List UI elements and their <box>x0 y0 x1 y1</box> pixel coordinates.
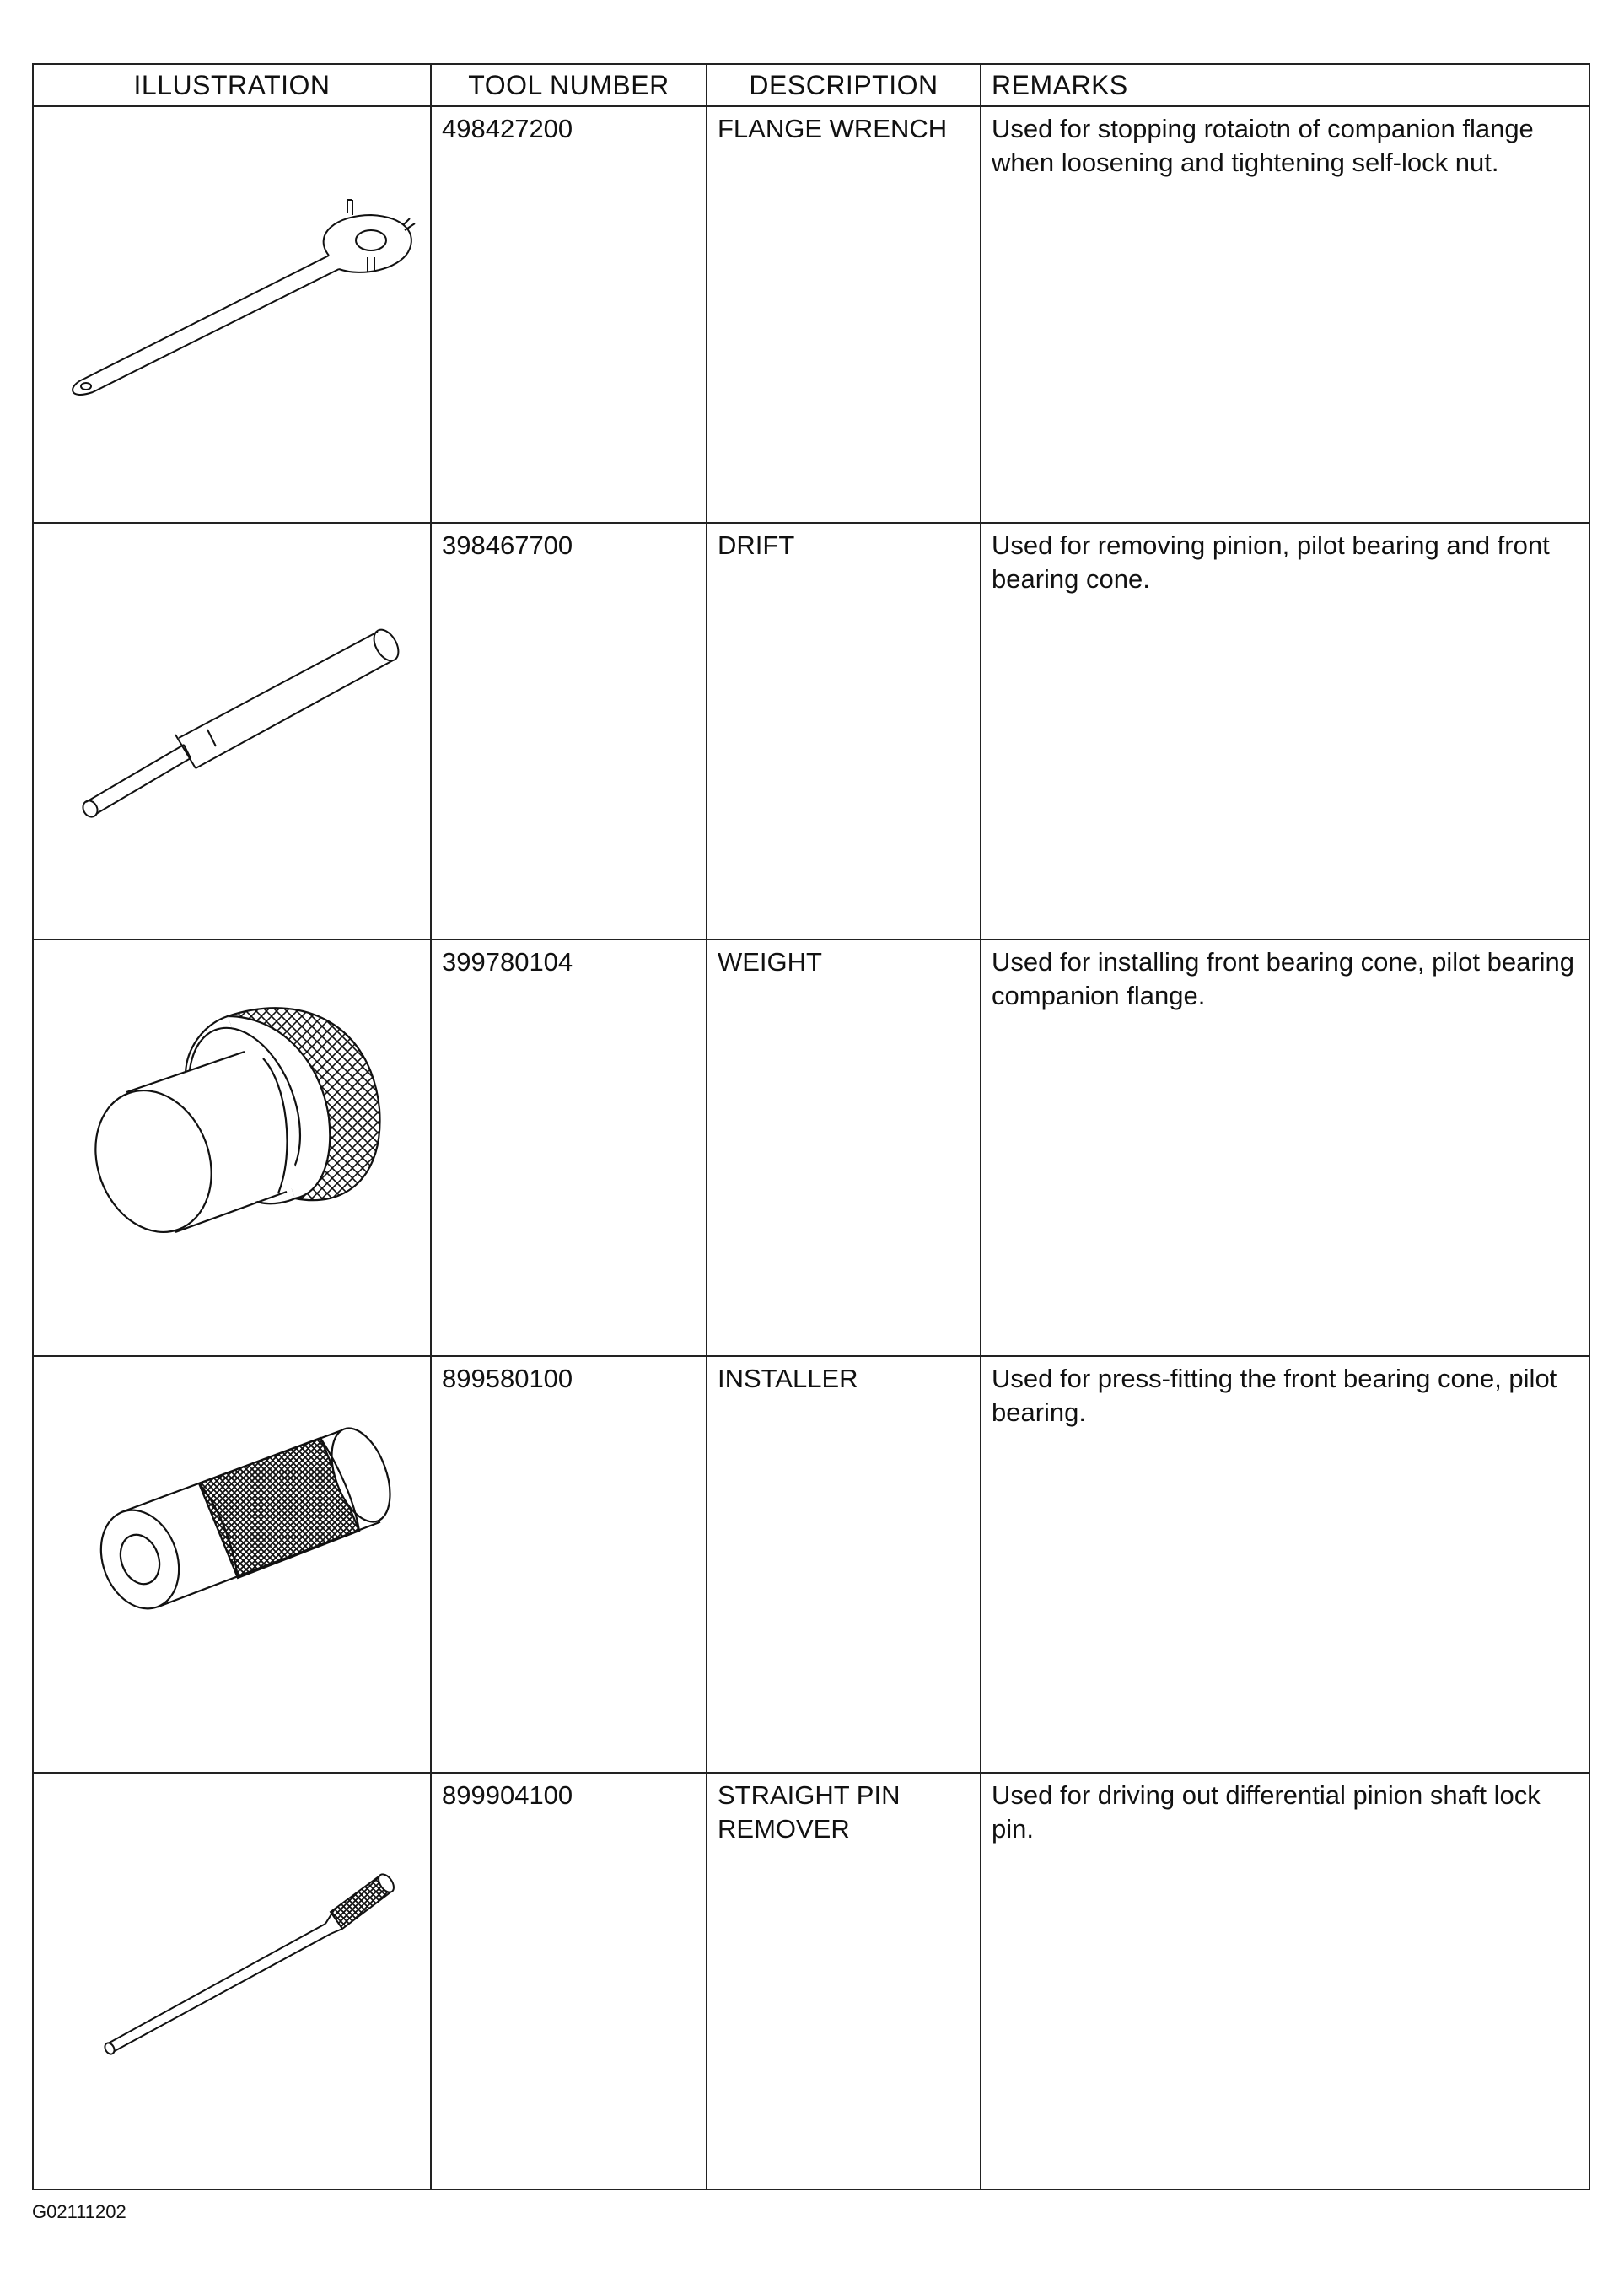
illustration-cell <box>33 1773 431 2189</box>
remarks-cell: Used for removing pinion, pilot bearing and front bearing cone. <box>981 523 1589 939</box>
weight-icon <box>34 940 430 1350</box>
illustration-cell <box>33 106 431 523</box>
installer-icon <box>34 1357 430 1767</box>
straight-pin-remover-icon <box>34 1774 430 2183</box>
drift-icon <box>34 524 430 934</box>
tool-number-cell: 399780104 <box>431 939 707 1356</box>
special-tools-table <box>32 63 1590 2190</box>
figure-code: G02111202 <box>32 2201 126 2222</box>
illustration-cell <box>33 1356 431 1773</box>
description-header: DESCRIPTION <box>707 64 981 106</box>
description-cell: DRIFT <box>707 523 981 939</box>
table-row <box>33 939 1589 1356</box>
table-row <box>33 523 1589 939</box>
tool-number-cell: 398467700 <box>431 523 707 939</box>
tool-number-cell: 899904100 <box>431 1773 707 2189</box>
description-cell: INSTALLER <box>707 1356 981 1773</box>
illustration-header: ILLUSTRATION <box>33 64 431 106</box>
table-row <box>33 1356 1589 1773</box>
description-cell: STRAIGHT PIN REMOVER <box>707 1773 981 2189</box>
illustration-cell <box>33 939 431 1356</box>
tool-number-cell: 899580100 <box>431 1356 707 1773</box>
description-cell: FLANGE WRENCH <box>707 106 981 523</box>
tool-number-cell: 498427200 <box>431 106 707 523</box>
illustration-cell <box>33 523 431 939</box>
remarks-cell: Used for installing front bearing cone, pilot bearing companion flange. <box>981 939 1589 1356</box>
flange-wrench-icon <box>34 107 430 517</box>
remarks-header: REMARKS <box>981 64 1589 106</box>
table-row <box>33 106 1589 523</box>
remarks-cell: Used for stopping rotaiotn of companion flange when loosening and tightening self-lock nut. <box>981 106 1589 523</box>
table-row <box>33 1773 1589 2189</box>
description-cell: WEIGHT <box>707 939 981 1356</box>
tool-number-header: TOOL NUMBER <box>431 64 707 106</box>
table-header-row <box>33 64 1589 106</box>
remarks-cell: Used for driving out differential pinion shaft lock pin. <box>981 1773 1589 2189</box>
remarks-cell: Used for press-fitting the front bearing cone, pilot bearing. <box>981 1356 1589 1773</box>
